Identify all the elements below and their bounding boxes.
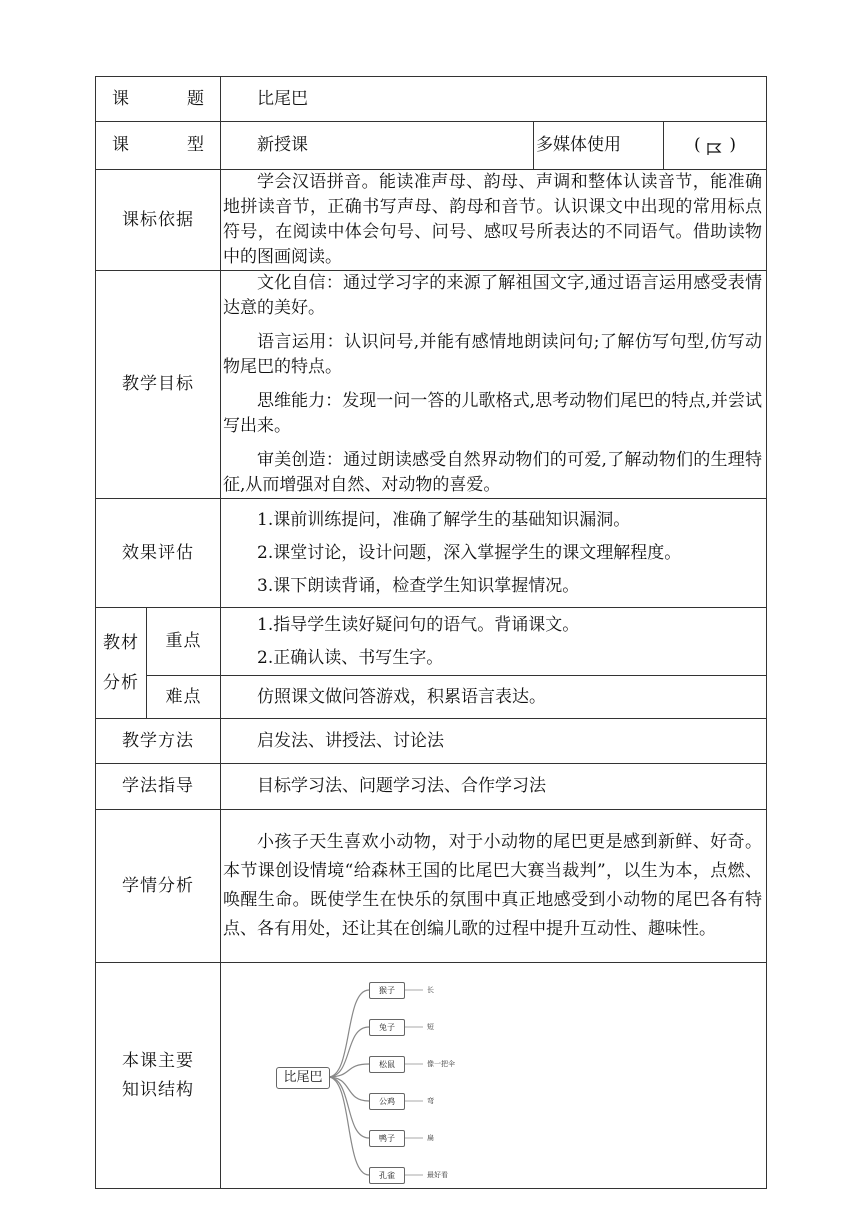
knowledge-structure [221, 963, 767, 1189]
key-point-item: 1.指导学生读好疑问句的语气。背诵课文。 [257, 614, 580, 635]
difficult-points-row [96, 676, 767, 719]
learners-text: 小孩子天生喜欢小动物，对于小动物的尾巴更是感到新鲜、好奇。本节课创设情境“给森林王国的比尾巴大赛当裁判”，以生为本，点燃、唤醒生命。既使学生在快乐的氛围中真正地感受到小动物的尾巴各有特点、各有用处，还让其在创编儿歌的过程中提升互动性、趣味性。 [221, 810, 767, 963]
mind-map-node: 鸭子 [369, 1130, 405, 1147]
mind-map-node: 孔雀 [369, 1167, 405, 1184]
goals-row [96, 271, 767, 499]
evaluation-row [96, 499, 767, 608]
evaluation-label: 效果评估 [96, 499, 221, 608]
goal-item: 文化自信：通过学习字的来源了解祖国文字,通过语言运用感受表情达意的美好。 [223, 273, 763, 318]
media-value: ( ) [664, 122, 767, 170]
lesson-plan-table [95, 76, 767, 1189]
mind-map-node: 松鼠 [369, 1056, 405, 1073]
guidance-row [96, 764, 767, 810]
guidance-label: 学法指导 [96, 764, 221, 810]
evaluation-item: 1.课前训练提问，准确了解学生的基础知识漏洞。 [257, 509, 631, 530]
mind-map-leaf: 弯 [427, 1096, 434, 1105]
key-point-item: 2.正确认读、书写生字。 [257, 647, 444, 668]
guidance-value: 目标学习法、问题学习法、合作学习法 [221, 764, 767, 810]
key-points-list [221, 608, 767, 676]
mind-map-node: 猴子 [369, 982, 405, 999]
evaluation-list [221, 499, 767, 608]
goal-item: 思维能力：发现一问一答的儿歌格式,思考动物们尾巴的特点,并尝试写出来。 [223, 391, 763, 436]
difficult-points-label: 难点 [147, 676, 221, 719]
type-label: 课 型 [96, 122, 221, 170]
mind-map-node: 公鸡 [369, 1093, 405, 1110]
goal-item: 审美创造：通过朗读感受自然界动物们的可爱,了解动物们的生理特征,从而增强对自然、对动物的喜爱。 [223, 450, 763, 495]
methods-row [96, 719, 767, 764]
key-points-row [96, 608, 767, 676]
learners-label: 学情分析 [96, 810, 221, 963]
mind-map [221, 966, 766, 1186]
mind-map-leaf: 长 [427, 985, 434, 994]
analysis-label: 教材 分析 [96, 608, 147, 719]
standard-label: 课标依据 [96, 170, 221, 271]
methods-label: 教学方法 [96, 719, 221, 764]
mind-map-leaf: 短 [427, 1022, 434, 1031]
branch-line [328, 1077, 369, 1101]
topic-label: 课 题 [96, 77, 221, 122]
mind-map-leaf: 扁 [427, 1133, 434, 1142]
difficult-points-text: 仿照课文做问答游戏，积累语言表达。 [221, 676, 767, 719]
standard-row [96, 170, 767, 271]
methods-value: 启发法、讲授法、讨论法 [221, 719, 767, 764]
goal-item: 语言运用：认识问号,并能有感情地朗读问句;了解仿写句型,仿写动物尾巴的特点。 [223, 332, 763, 377]
media-label: 多媒体使用 [534, 122, 664, 170]
evaluation-item: 2.课堂讨论，设计问题，深入掌握学生的课文理解程度。 [257, 542, 682, 563]
flag-icon [706, 139, 724, 153]
mind-map-root: 比尾巴 [276, 1067, 330, 1089]
learners-row [96, 810, 767, 963]
topic-value: 比尾巴 [221, 77, 767, 122]
evaluation-item: 3.课下朗读背诵，检查学生知识掌握情况。 [257, 575, 580, 596]
type-row [96, 122, 767, 170]
branch-line [328, 1077, 369, 1175]
goals-label: 教学目标 [96, 271, 221, 499]
structure-row [96, 963, 767, 1189]
mind-map-leaf: 最好看 [427, 1170, 448, 1179]
structure-label: 本课主要 知识结构 [96, 963, 221, 1189]
mind-map-leaf: 像一把伞 [427, 1059, 455, 1068]
mind-map-node: 兔子 [369, 1019, 405, 1036]
key-points-label: 重点 [147, 608, 221, 676]
standard-text: 学会汉语拼音。能读准声母、韵母、声调和整体认读音节，能准确地拼读音节，正确书写声母、韵母和音节。认识课文中出现的常用标点符号，在阅读中体会句号、问号、感叹号所表达的不同语气。借助读物中的图画阅读。 [221, 170, 767, 271]
goals-list [221, 271, 767, 499]
type-value: 新授课 [221, 122, 534, 170]
topic-row [96, 77, 767, 122]
